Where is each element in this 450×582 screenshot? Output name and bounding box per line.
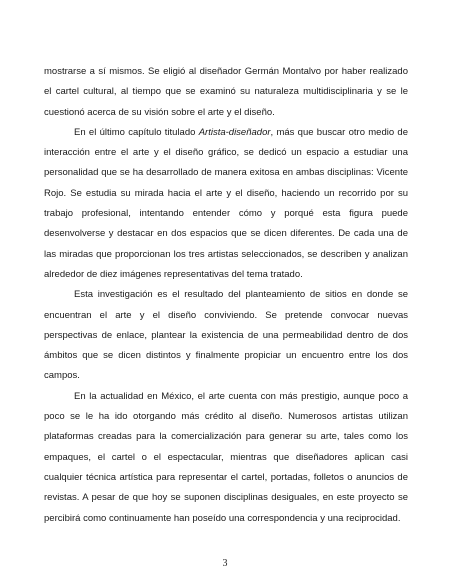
page-number: 3 xyxy=(222,558,228,569)
paragraph-2-text-a: En el último capítulo titulado xyxy=(74,126,199,138)
body-text xyxy=(44,62,408,529)
paragraph-4 xyxy=(44,387,408,529)
paragraph-4-text: En la actualidad en México, el arte cuenta con más prestigio, aunque poco a poco se le ha ido otorgando más crédito al diseño. Numerosos artistas utilizan plataformas creadas para la comercialización para generar su arte, tales como los empaques, el cartel o el espectacular, mientras que diseñadores aplican casi cualquier técnica artística para representar el cartel, portadas, folletos o anuncios de revistas. A pesar de que hoy se suponen disciplinas desiguales, en este proyecto se percibirá como continuamente han poseído una correspondencia y una reciprocidad. xyxy=(44,390,408,524)
paragraph-1-text: mostrarse a sí mismos. Se eligió al diseñador Germán Montalvo por haber realizado el cartel cultural, al tiempo que se examinó su naturaleza multidisciplinaria y se le cuestionó acerca de su visión sobre el arte y el diseño. xyxy=(44,66,408,118)
paragraph-1 xyxy=(44,62,408,123)
chapter-title-italic: Artista-diseñador xyxy=(198,126,271,138)
paragraph-3 xyxy=(44,285,408,386)
paragraph-3-text: Esta investigación es el resultado del planteamiento de sitios en donde se encuentran el arte y el diseño conviviendo. Se pretende convocar nuevas perspectivas de enlace, plantear la existencia de una permeabilidad dentro de dos ámbitos que se dicen distintos y finalmente propiciar un encuentro entre los dos campos. xyxy=(44,289,408,382)
paragraph-2-text-b: , más que buscar otro medio de interacción entre el arte y el diseño gráfico, se dedicó un espacio a estudiar una personalidad que se ha desarrollado de manera exitosa en ambas disciplinas: Vicente Rojo. Se estudia su mirada hacia el arte y el diseño, haciendo un recorrido por su trabajo profesional, intentando entender cómo y porqué esta figura puede desenvolverse y destacar en dos espacios que se dicen diferentes. De cada una de las miradas que proporcionan los tres artistas seleccionados, se describen y analizan alrededor de diez imágenes representativas del tema tratado. xyxy=(44,126,408,280)
paragraph-2 xyxy=(44,123,408,285)
